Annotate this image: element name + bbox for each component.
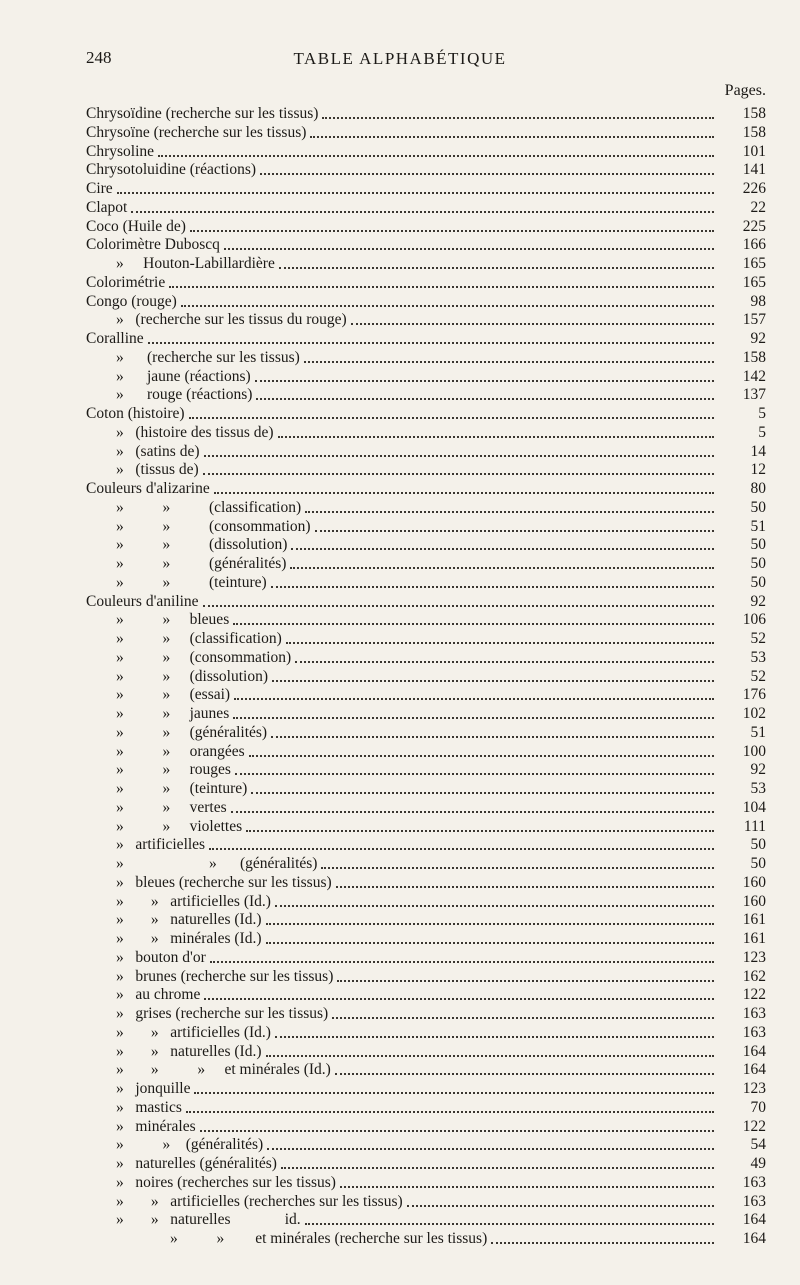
entry-label: » Houton-Labillardière xyxy=(116,255,275,272)
index-entry xyxy=(0,124,800,142)
entry-page-number: 158 xyxy=(742,123,766,141)
page-header xyxy=(0,0,800,80)
entry-page-number: 158 xyxy=(742,105,766,122)
entry-label: » » bleues xyxy=(116,611,230,629)
entry-page-number: 50 xyxy=(750,836,766,854)
index-entry xyxy=(0,518,800,536)
entry-page-number: 52 xyxy=(750,667,766,685)
dot-leader xyxy=(189,417,714,419)
index-entry xyxy=(0,1211,800,1229)
dot-leader xyxy=(290,567,714,569)
dot-leader xyxy=(321,867,714,869)
index-entry xyxy=(0,1155,800,1173)
index-entry xyxy=(0,555,800,573)
dot-leader xyxy=(279,267,714,269)
entry-label: Coco (Huile de) xyxy=(86,217,186,235)
index-entry xyxy=(0,161,800,179)
dot-leader xyxy=(148,342,714,344)
entry-label: » » naturelles id. xyxy=(116,1211,301,1229)
entry-label: » jaune (réactions) xyxy=(116,367,251,385)
entry-label: » naturelles (généralités) xyxy=(116,1155,277,1172)
index-entry xyxy=(0,405,800,423)
index-entry xyxy=(0,1136,800,1154)
index-entry xyxy=(0,1043,800,1061)
index-entry xyxy=(0,1061,800,1079)
entry-page-number: 49 xyxy=(750,1155,766,1172)
index-entry xyxy=(0,968,800,986)
dot-leader xyxy=(251,792,714,794)
index-entry xyxy=(0,274,800,292)
dot-leader xyxy=(278,436,714,438)
index-entry xyxy=(0,649,800,667)
entry-page-number: 164 xyxy=(742,1230,766,1247)
dot-leader xyxy=(246,830,714,832)
entry-label: » bouton d'or xyxy=(116,948,206,966)
entry-page-number: 51 xyxy=(750,723,766,741)
dot-leader xyxy=(336,886,714,888)
entry-label: Colorimétrie xyxy=(86,273,166,291)
entry-page-number: 92 xyxy=(750,592,766,610)
index-entry xyxy=(0,724,800,742)
index-entry xyxy=(0,199,800,217)
entry-page-number: 50 xyxy=(750,555,766,572)
entry-label: » » jaunes xyxy=(116,705,230,722)
entry-label: » » (généralités) xyxy=(116,855,318,872)
index-entry xyxy=(0,818,800,836)
dot-leader xyxy=(305,511,714,513)
entry-label: Congo (rouge) xyxy=(86,292,177,310)
dot-leader xyxy=(271,586,714,588)
dot-leader xyxy=(190,230,714,232)
entry-label: Cire xyxy=(86,180,113,197)
dot-leader xyxy=(275,1036,714,1038)
dot-leader xyxy=(231,811,714,813)
dot-leader xyxy=(235,773,714,775)
dot-leader xyxy=(286,642,714,644)
dot-leader xyxy=(203,473,714,475)
entry-page-number: 53 xyxy=(750,648,766,666)
entry-page-number: 141 xyxy=(742,161,766,179)
dot-leader xyxy=(340,1186,714,1188)
index-entry xyxy=(0,611,800,629)
entry-page-number: 52 xyxy=(750,630,766,647)
dot-leader xyxy=(214,492,714,494)
index-entry xyxy=(0,911,800,929)
entry-page-number: 165 xyxy=(742,273,766,291)
entry-label: » noires (recherches sur les tissus) xyxy=(116,1173,336,1191)
entry-page-number: 80 xyxy=(750,480,766,497)
index-entry xyxy=(0,630,800,648)
entry-label: » (tissus de) xyxy=(116,461,199,479)
dot-leader xyxy=(335,1073,714,1075)
dot-leader xyxy=(181,305,714,307)
dot-leader xyxy=(266,1055,714,1057)
entry-label: » (recherche sur les tissus) xyxy=(116,348,300,366)
dot-leader xyxy=(491,1242,714,1244)
dot-leader xyxy=(260,173,714,175)
entry-label: » » (classification) xyxy=(116,630,282,647)
entry-label: » » (classification) xyxy=(116,498,302,516)
entry-label: » (histoire des tissus de) xyxy=(116,423,274,441)
index-entry xyxy=(0,180,800,198)
dot-leader xyxy=(158,155,714,157)
entry-page-number: 122 xyxy=(742,986,766,1004)
dot-leader xyxy=(117,192,714,194)
entry-page-number: 50 xyxy=(750,498,766,516)
entry-page-number: 226 xyxy=(742,180,766,197)
index-entry xyxy=(0,949,800,967)
entry-page-number: 164 xyxy=(742,1211,766,1229)
dot-leader xyxy=(255,380,714,382)
index-entry xyxy=(0,668,800,686)
index-entry xyxy=(0,368,800,386)
entry-label: » jonquille xyxy=(116,1080,191,1097)
index-entry xyxy=(0,293,800,311)
entry-page-number: 137 xyxy=(742,386,766,404)
index-entry xyxy=(0,1230,800,1248)
entry-label: » » orangées xyxy=(116,742,245,760)
dot-leader xyxy=(249,755,714,757)
page-number: 248 xyxy=(86,48,112,67)
index-entry xyxy=(0,143,800,161)
index-entry xyxy=(0,855,800,873)
dot-leader xyxy=(271,736,714,738)
dot-leader xyxy=(310,136,714,138)
entry-label: » » et minérales (recherche sur les tissus) xyxy=(170,1230,488,1247)
dot-leader xyxy=(200,1130,714,1132)
entry-page-number: 176 xyxy=(742,686,766,704)
dot-leader xyxy=(203,605,714,607)
index-entry xyxy=(0,105,800,123)
entry-page-number: 162 xyxy=(742,967,766,985)
dot-leader xyxy=(315,530,714,532)
entry-label: » (recherche sur les tissus du rouge) xyxy=(116,311,347,329)
index-entry xyxy=(0,1193,800,1211)
entry-page-number: 166 xyxy=(742,236,766,254)
entry-page-number: 163 xyxy=(742,1005,766,1022)
entry-page-number: 50 xyxy=(750,573,766,591)
pages-column-heading: Pages. xyxy=(724,82,766,99)
index-entry xyxy=(0,1080,800,1098)
dot-leader xyxy=(295,661,714,663)
entry-label: » » » et minérales (Id.) xyxy=(116,1061,331,1079)
entry-label: » bleues (recherche sur les tissus) xyxy=(116,873,332,891)
entry-page-number: 53 xyxy=(750,780,766,797)
entry-page-number: 12 xyxy=(750,461,766,479)
entry-page-number: 5 xyxy=(758,405,766,422)
index-entry xyxy=(0,743,800,761)
entry-label: » » (teinture) xyxy=(116,573,267,591)
dot-leader xyxy=(322,117,714,119)
entry-label: » » (consommation) xyxy=(116,517,311,535)
dot-leader xyxy=(332,1017,714,1019)
dot-leader xyxy=(407,1205,714,1207)
running-title: TABLE ALPHABÉTIQUE xyxy=(293,49,507,68)
dot-leader xyxy=(234,698,714,700)
dot-leader xyxy=(194,1092,714,1094)
index-entry xyxy=(0,499,800,517)
entry-page-number: 164 xyxy=(742,1042,766,1060)
entry-page-number: 225 xyxy=(742,217,766,235)
entry-label: Chrysoline xyxy=(86,142,155,160)
dot-leader xyxy=(210,961,714,963)
dot-leader xyxy=(351,323,714,325)
index-entry xyxy=(0,443,800,461)
dot-leader xyxy=(233,717,714,719)
entry-page-number: 122 xyxy=(742,1117,766,1135)
entry-label: » » violettes xyxy=(116,817,243,835)
entry-label: » » rouges xyxy=(116,761,231,779)
entry-label: » brunes (recherche sur les tissus) xyxy=(116,967,334,985)
entry-label: Chrysotoluidine (réactions) xyxy=(86,161,257,179)
entry-label: Chrysoïne (recherche sur les tissus) xyxy=(86,123,307,141)
entry-label: Clapot xyxy=(86,198,128,216)
entry-page-number: 92 xyxy=(750,330,766,347)
entry-label: » artificielles xyxy=(116,836,206,854)
entry-label: Coralline xyxy=(86,330,144,347)
dot-leader xyxy=(233,623,714,625)
dot-leader xyxy=(305,1223,714,1225)
index-entry xyxy=(0,236,800,254)
entry-page-number: 51 xyxy=(750,517,766,535)
entry-page-number: 104 xyxy=(742,798,766,816)
dot-leader xyxy=(204,998,714,1000)
entry-label: Couleurs d'alizarine xyxy=(86,480,210,497)
dot-leader xyxy=(266,923,714,925)
index-entry xyxy=(0,480,800,498)
index-entry xyxy=(0,1174,800,1192)
entry-page-number: 163 xyxy=(742,1192,766,1210)
dot-leader xyxy=(275,905,714,907)
index-entry xyxy=(0,705,800,723)
index-entry xyxy=(0,874,800,892)
entry-label: » » artificielles (Id.) xyxy=(116,892,271,910)
entry-page-number: 158 xyxy=(742,348,766,366)
entry-label: » grises (recherche sur les tissus) xyxy=(116,1005,329,1022)
dot-leader xyxy=(272,680,714,682)
dot-leader xyxy=(291,548,714,550)
dot-leader xyxy=(337,980,714,982)
entry-label: » rouge (réactions) xyxy=(116,386,253,404)
entry-page-number: 111 xyxy=(743,817,766,835)
index-entry xyxy=(0,1024,800,1042)
entry-label: Couleurs d'aniline xyxy=(86,592,199,610)
index-entry xyxy=(0,424,800,442)
index-entry xyxy=(0,593,800,611)
entry-page-number: 106 xyxy=(742,611,766,629)
index-entry xyxy=(0,986,800,1004)
entry-label: » » vertes xyxy=(116,798,227,816)
index-entry xyxy=(0,574,800,592)
entry-label: » mastics xyxy=(116,1098,182,1116)
dot-leader xyxy=(266,942,714,944)
index-entry xyxy=(0,761,800,779)
index-entry xyxy=(0,686,800,704)
entry-label: » » (essai) xyxy=(116,686,231,704)
entry-page-number: 165 xyxy=(742,255,766,272)
dot-leader xyxy=(256,398,714,400)
index-entry xyxy=(0,386,800,404)
entry-label: Chrysoïdine (recherche sur les tissus) xyxy=(86,105,319,122)
index-entry xyxy=(0,930,800,948)
entry-page-number: 123 xyxy=(742,1080,766,1097)
dot-leader xyxy=(131,211,714,213)
index-entry xyxy=(0,218,800,236)
dot-leader xyxy=(204,455,714,457)
entry-page-number: 163 xyxy=(742,1173,766,1191)
entry-page-number: 160 xyxy=(742,873,766,891)
entry-label: » » artificielles (recherches sur les tissus) xyxy=(116,1192,403,1210)
entry-label: » minérales xyxy=(116,1117,196,1135)
dot-leader xyxy=(267,1148,714,1150)
index-entry xyxy=(0,1099,800,1117)
entry-page-number: 163 xyxy=(742,1023,766,1041)
entry-label: Coton (histoire) xyxy=(86,405,185,422)
index-entry xyxy=(0,461,800,479)
dot-leader xyxy=(224,248,714,250)
entry-label: » » (généralités) xyxy=(116,723,268,741)
entry-label: » » minérales (Id.) xyxy=(116,930,262,947)
index-entry xyxy=(0,1005,800,1023)
entry-label: » » naturelles (Id.) xyxy=(116,1042,262,1060)
entry-page-number: 5 xyxy=(758,423,766,441)
entry-page-number: 50 xyxy=(750,855,766,872)
entry-page-number: 54 xyxy=(750,1136,766,1154)
entry-page-number: 160 xyxy=(742,892,766,910)
index-entry xyxy=(0,780,800,798)
entry-page-number: 98 xyxy=(750,292,766,310)
entry-page-number: 102 xyxy=(742,705,766,722)
entry-label: » » (dissolution) xyxy=(116,536,288,554)
entry-page-number: 161 xyxy=(742,911,766,929)
entry-label: » (satins de) xyxy=(116,442,200,460)
index-entry xyxy=(0,836,800,854)
dot-leader xyxy=(304,361,714,363)
index-entry xyxy=(0,311,800,329)
entry-page-number: 123 xyxy=(742,948,766,966)
entry-label: » » (consommation) xyxy=(116,648,292,666)
entry-page-number: 92 xyxy=(750,761,766,779)
entry-page-number: 101 xyxy=(742,142,766,160)
entry-page-number: 164 xyxy=(742,1061,766,1079)
entry-page-number: 142 xyxy=(742,367,766,385)
dot-leader xyxy=(169,286,714,288)
entry-page-number: 100 xyxy=(742,742,766,760)
dot-leader xyxy=(186,1111,714,1113)
entry-page-number: 22 xyxy=(750,198,766,216)
index-entry xyxy=(0,349,800,367)
index-entry xyxy=(0,1118,800,1136)
entry-label: » au chrome xyxy=(116,986,201,1004)
entry-page-number: 70 xyxy=(750,1098,766,1116)
entry-label: » » (teinture) xyxy=(116,780,248,797)
entry-page-number: 14 xyxy=(750,442,766,460)
entry-page-number: 50 xyxy=(750,536,766,554)
index-entry xyxy=(0,255,800,273)
entry-label: Colorimètre Duboscq xyxy=(86,236,220,254)
index-entry xyxy=(0,536,800,554)
index-entry xyxy=(0,799,800,817)
entry-label: » » (généralités) xyxy=(116,1136,264,1154)
entry-page-number: 157 xyxy=(742,311,766,329)
entry-page-number: 161 xyxy=(742,930,766,947)
dot-leader xyxy=(209,848,714,850)
entry-label: » » (généralités) xyxy=(116,555,287,572)
index-entry xyxy=(0,330,800,348)
index-entry xyxy=(0,893,800,911)
entry-label: » » naturelles (Id.) xyxy=(116,911,262,929)
dot-leader xyxy=(281,1167,714,1169)
entry-label: » » artificielles (Id.) xyxy=(116,1023,271,1041)
entry-label: » » (dissolution) xyxy=(116,667,268,685)
